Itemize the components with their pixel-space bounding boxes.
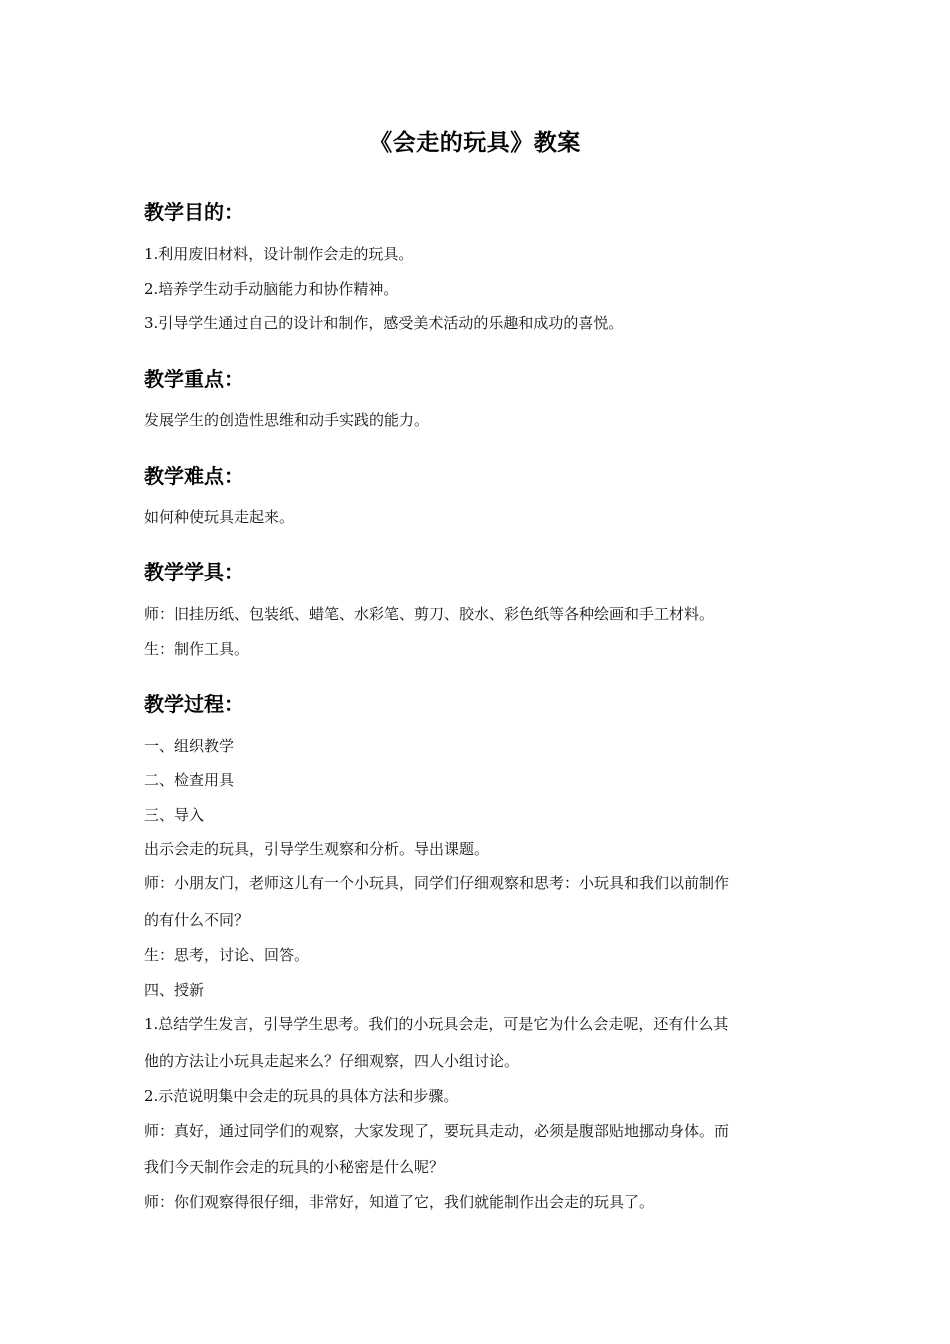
process-line: 生：思考，讨论、回答。 [144, 946, 310, 964]
process-line: 师：小朋友门，老师这儿有一个小玩具，同学们仔细观察和思考：小玩具和我们以前制作 [144, 874, 730, 892]
heading-purpose: 教学目的： [144, 200, 244, 224]
heading-tools: 教学学具： [144, 560, 244, 584]
process-line: 一、组织教学 [144, 737, 235, 755]
process-line: 师：你们观察得很仔细，非常好，知道了它，我们就能制作出会走的玩具了。 [144, 1193, 655, 1211]
tools-item-teacher: 师：旧挂历纸、包装纸、蜡笔、水彩笔、剪刀、胶水、彩色纸等各种绘画和手工材料。 [144, 605, 715, 623]
process-line: 我们今天制作会走的玩具的小秘密是什么呢？ [144, 1158, 445, 1176]
process-line: 出示会走的玩具，引导学生观察和分析。导出课题。 [144, 840, 490, 858]
purpose-item-2: 2.培养学生动手动脑能力和协作精神。 [144, 280, 399, 298]
process-line: 三、导入 [144, 806, 205, 824]
heading-difficulty: 教学难点： [144, 464, 244, 488]
purpose-item-1: 1.利用废旧材料，设计制作会走的玩具。 [144, 245, 414, 263]
heading-key-point: 教学重点： [144, 367, 244, 391]
process-line: 师：真好，通过同学们的观察，大家发现了，要玩具走动，必须是腹部贴地挪动身体。而 [144, 1122, 730, 1140]
tools-item-student: 生：制作工具。 [144, 640, 250, 658]
process-line: 四、授新 [144, 981, 205, 999]
document-title: 《会走的玩具》教案 [369, 130, 581, 156]
process-line: 他的方法让小玩具走起来么？仔细观察，四人小组讨论。 [144, 1052, 520, 1070]
process-line: 1.总结学生发言，引导学生思考。我们的小玩具会走，可是它为什么会走呢，还有什么其 [144, 1015, 729, 1033]
purpose-item-3: 3.引导学生通过自己的设计和制作，感受美术活动的乐趣和成功的喜悦。 [144, 314, 624, 332]
process-line: 二、检查用具 [144, 771, 235, 789]
process-line: 的有什么不同？ [144, 911, 250, 929]
key-point-item-1: 发展学生的创造性思维和动手实践的能力。 [144, 411, 430, 429]
difficulty-item-1: 如何种使玩具走起来。 [144, 508, 295, 526]
heading-process: 教学过程： [144, 692, 244, 716]
process-line: 2.示范说明集中会走的玩具的具体方法和步骤。 [144, 1087, 459, 1105]
